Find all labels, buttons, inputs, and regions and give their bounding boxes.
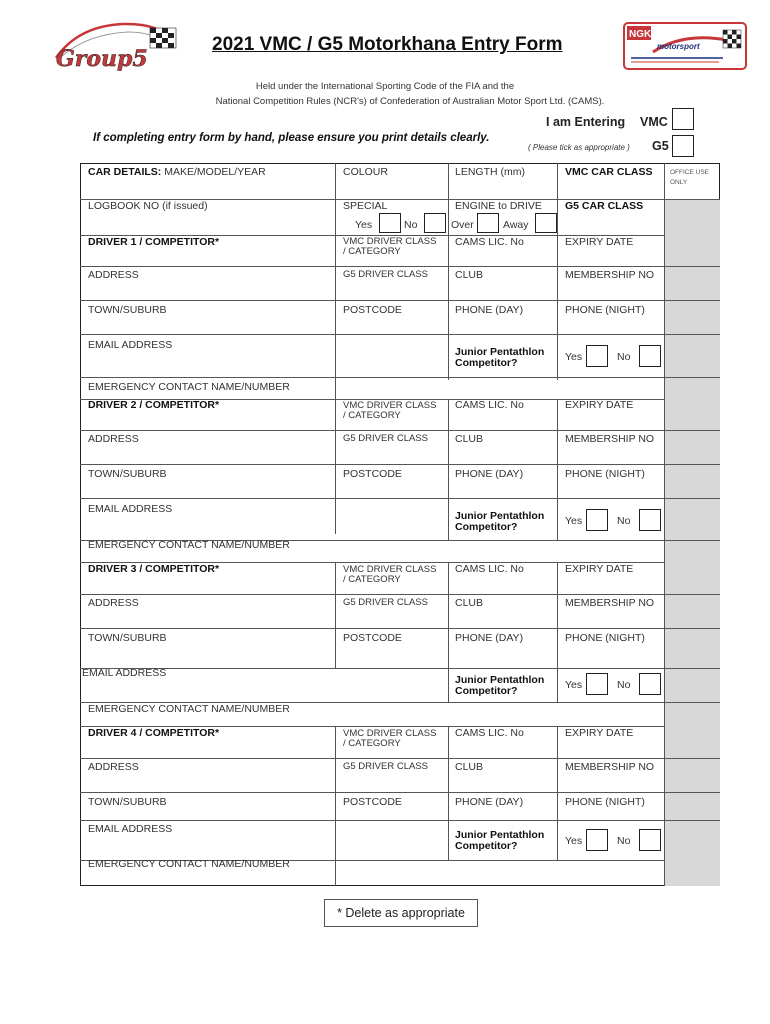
driver-2-heading: DRIVER 2 / COMPETITOR*: [88, 399, 220, 411]
vmc-car-class-label: VMC CAR CLASS: [565, 166, 653, 178]
driver-2-vmc-class-label: VMC DRIVER CLASS / CATEGORY: [343, 400, 437, 421]
driver-2-phone-night-label: PHONE (NIGHT): [565, 468, 645, 480]
driver-1-heading: DRIVER 1 / COMPETITOR*: [88, 236, 220, 248]
form-title: 2021 VMC / G5 Motorkhana Entry Form: [212, 34, 563, 55]
driver-3-expiry-label: EXPIRY DATE: [565, 563, 634, 575]
driver-4-emergency-label: EMERGENCY CONTACT NAME/NUMBER: [88, 858, 290, 870]
driver-3-town-label: TOWN/SUBURB: [88, 632, 167, 644]
driver-2-address-label: ADDRESS: [88, 433, 139, 445]
driver-2-postcode-label: POSTCODE: [343, 468, 402, 480]
driver-3-club-label: CLUB: [455, 597, 484, 609]
svg-text:motorsport: motorsport: [657, 42, 700, 51]
g5-checkbox[interactable]: [672, 135, 694, 157]
engine-over-label: Over: [451, 219, 474, 231]
svg-text:NGK: NGK: [629, 29, 652, 40]
driver-2-emergency-label: EMERGENCY CONTACT NAME/NUMBER: [88, 539, 290, 551]
ngk-motorsport-logo: [623, 22, 747, 70]
driver-2-phone-day-label: PHONE (DAY): [455, 468, 524, 480]
entering-label: I am Entering: [546, 115, 626, 129]
driver-3-junior-no-checkbox[interactable]: [639, 673, 661, 695]
car-details-label: CAR DETAILS: MAKE/MODEL/YEAR: [88, 166, 266, 178]
driver-4-town-label: TOWN/SUBURB: [88, 796, 167, 808]
driver-2-membership-label: MEMBERSHIP NO: [565, 433, 655, 445]
driver-2-expiry-label: EXPIRY DATE: [565, 399, 634, 411]
vmc-checkbox[interactable]: [672, 108, 694, 130]
driver-2-junior-label: Junior Pentathlon Competitor?: [455, 510, 545, 533]
driver-4-junior-no-label: No: [617, 835, 631, 847]
driver-3-postcode-label: POSTCODE: [343, 632, 402, 644]
driver-4-expiry-label: EXPIRY DATE: [565, 727, 634, 739]
driver-4-junior-yes-label: Yes: [565, 835, 583, 847]
length-label: LENGTH (mm): [455, 166, 525, 178]
special-yes-label: Yes: [355, 219, 373, 231]
driver-4-email-label: EMAIL ADDRESS: [88, 823, 173, 835]
driver-1-expiry-label: EXPIRY DATE: [565, 236, 634, 248]
driver-3-email-label: EMAIL ADDRESS: [82, 667, 167, 679]
subtitle-line-2: National Competition Rules (NCR's) of Confederation of Australian Motor Sport Ltd. (CAMS).: [215, 96, 605, 107]
driver-4-phone-night-label: PHONE (NIGHT): [565, 796, 645, 808]
driver-1-cams-lic-label: CAMS LIC. No: [455, 236, 524, 248]
driver-4-membership-label: MEMBERSHIP NO: [565, 761, 655, 773]
driver-2-town-label: TOWN/SUBURB: [88, 468, 167, 480]
driver-3-junior-no-label: No: [617, 679, 631, 691]
driver-3-junior-yes-label: Yes: [565, 679, 583, 691]
special-label: SPECIAL: [343, 200, 388, 212]
g5-label: G5: [652, 139, 669, 153]
driver-3-vmc-class-label: VMC DRIVER CLASS / CATEGORY: [343, 564, 437, 585]
svg-text:Group5: Group5: [56, 46, 148, 72]
driver-1-email-label: EMAIL ADDRESS: [88, 339, 173, 351]
tick-note: ( Please tick as appropriate ): [528, 143, 630, 152]
driver-4-g5-class-label: G5 DRIVER CLASS: [343, 761, 428, 772]
driver-3-junior-yes-checkbox[interactable]: [586, 673, 608, 695]
engine-away-checkbox[interactable]: [535, 213, 557, 233]
driver-2-junior-no-checkbox[interactable]: [639, 509, 661, 531]
driver-3-g5-class-label: G5 DRIVER CLASS: [343, 597, 428, 608]
group5-logo: [48, 18, 183, 78]
special-no-checkbox[interactable]: [424, 213, 446, 233]
logbook-label: LOGBOOK NO (if issued): [88, 200, 208, 212]
driver-1-membership-label: MEMBERSHIP NO: [565, 269, 655, 281]
driver-1-club-label: CLUB: [455, 269, 484, 281]
driver-2-cams-lic-label: CAMS LIC. No: [455, 399, 524, 411]
special-no-label: No: [404, 219, 418, 231]
hand-note: If completing entry form by hand, please ensure you print details clearly.: [93, 132, 490, 144]
engine-over-checkbox[interactable]: [477, 213, 499, 233]
engine-away-label: Away: [503, 219, 529, 231]
driver-1-junior-no-label: No: [617, 351, 631, 363]
driver-1-vmc-class-label: VMC DRIVER CLASS / CATEGORY: [343, 236, 437, 257]
driver-4-postcode-label: POSTCODE: [343, 796, 402, 808]
colour-label: COLOUR: [343, 166, 388, 178]
office-use-label: OFFICE USE ONLY: [670, 169, 710, 186]
driver-4-junior-yes-checkbox[interactable]: [586, 829, 608, 851]
driver-1-phone-night-label: PHONE (NIGHT): [565, 304, 645, 316]
driver-2-junior-no-label: No: [617, 515, 631, 527]
delete-note: * Delete as appropriate: [324, 899, 478, 927]
driver-4-heading: DRIVER 4 / COMPETITOR*: [88, 727, 220, 739]
vmc-label: VMC: [640, 115, 668, 129]
driver-1-junior-no-checkbox[interactable]: [639, 345, 661, 367]
driver-3-phone-day-label: PHONE (DAY): [455, 632, 524, 644]
driver-4-club-label: CLUB: [455, 761, 484, 773]
driver-3-membership-label: MEMBERSHIP NO: [565, 597, 655, 609]
driver-4-vmc-class-label: VMC DRIVER CLASS / CATEGORY: [343, 728, 437, 749]
subtitle-line-1: Held under the International Sporting Code of the FIA and the: [255, 81, 515, 92]
driver-1-phone-day-label: PHONE (DAY): [455, 304, 524, 316]
driver-3-heading: DRIVER 3 / COMPETITOR*: [88, 563, 220, 575]
driver-3-emergency-label: EMERGENCY CONTACT NAME/NUMBER: [88, 703, 290, 715]
special-yes-checkbox[interactable]: [379, 213, 401, 233]
office-use-column: [664, 199, 720, 886]
driver-1-town-label: TOWN/SUBURB: [88, 304, 167, 316]
driver-2-club-label: CLUB: [455, 433, 484, 445]
driver-2-junior-yes-checkbox[interactable]: [586, 509, 608, 531]
driver-3-junior-label: Junior Pentathlon Competitor?: [455, 674, 545, 697]
driver-2-g5-class-label: G5 DRIVER CLASS: [343, 433, 428, 444]
driver-1-junior-label: Junior Pentathlon Competitor?: [455, 346, 545, 369]
driver-4-phone-day-label: PHONE (DAY): [455, 796, 524, 808]
driver-4-junior-no-checkbox[interactable]: [639, 829, 661, 851]
driver-4-address-label: ADDRESS: [88, 761, 139, 773]
engine-to-drive-label: ENGINE to DRIVE: [455, 200, 542, 212]
driver-1-emergency-label: EMERGENCY CONTACT NAME/NUMBER: [88, 381, 290, 393]
driver-2-junior-yes-label: Yes: [565, 515, 583, 527]
driver-1-junior-yes-checkbox[interactable]: [586, 345, 608, 367]
driver-1-address-label: ADDRESS: [88, 269, 139, 281]
driver-1-junior-yes-label: Yes: [565, 351, 583, 363]
driver-1-postcode-label: POSTCODE: [343, 304, 402, 316]
driver-3-phone-night-label: PHONE (NIGHT): [565, 632, 645, 644]
driver-4-cams-lic-label: CAMS LIC. No: [455, 727, 524, 739]
driver-4-junior-label: Junior Pentathlon Competitor?: [455, 829, 545, 852]
driver-3-address-label: ADDRESS: [88, 597, 139, 609]
driver-1-g5-class-label: G5 DRIVER CLASS: [343, 269, 428, 280]
g5-car-class-label: G5 CAR CLASS: [565, 200, 644, 212]
driver-2-email-label: EMAIL ADDRESS: [88, 503, 173, 515]
driver-3-cams-lic-label: CAMS LIC. No: [455, 563, 524, 575]
